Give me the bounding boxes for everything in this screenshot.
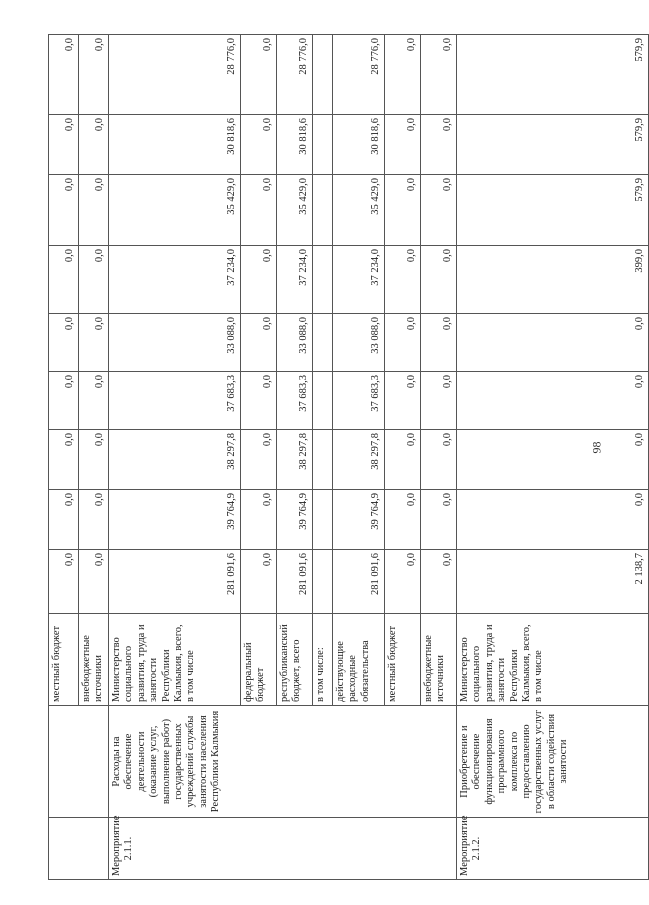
value-cell	[313, 246, 333, 314]
value-cell	[313, 314, 333, 372]
value-cell: 579,9	[457, 115, 649, 175]
value-cell: 0,0	[241, 175, 277, 246]
value-cell: 0,0	[385, 550, 421, 614]
value-cell: 0,0	[241, 115, 277, 175]
source-cell: федеральный бюджет	[241, 614, 277, 706]
table-row	[109, 35, 241, 880]
value-cell: 0,0	[385, 175, 421, 246]
value-cell: 30 818,6	[333, 115, 385, 175]
value-cell: 0,0	[457, 490, 649, 550]
value-cell: 28 776,0	[277, 35, 313, 115]
value-cell: 0,0	[49, 246, 79, 314]
table-row	[49, 35, 79, 880]
value-cell: 399,0	[457, 246, 649, 314]
value-cell: 37 683,3	[277, 372, 313, 430]
value-cell: 35 429,0	[333, 175, 385, 246]
value-cell: 0,0	[421, 115, 457, 175]
value-cell	[313, 115, 333, 175]
value-cell: 35 429,0	[277, 175, 313, 246]
value-cell	[313, 550, 333, 614]
value-cell: 0,0	[457, 314, 649, 372]
value-cell	[313, 430, 333, 490]
description-cell	[49, 706, 109, 818]
value-cell: 0,0	[385, 115, 421, 175]
value-cell: 0,0	[49, 490, 79, 550]
description-cell: Приобретение и обеспечение функционирования программного комплекса по предоставлению государственных услуг в области содействия занятости	[457, 706, 649, 818]
table-body	[49, 35, 649, 880]
source-cell: внебюджетные источники	[79, 614, 109, 706]
value-cell: 30 818,6	[277, 115, 313, 175]
value-cell: 0,0	[385, 314, 421, 372]
value-cell: 37 234,0	[277, 246, 313, 314]
value-cell: 579,9	[457, 35, 649, 115]
value-cell: 37 234,0	[333, 246, 385, 314]
value-cell: 0,0	[79, 175, 109, 246]
table-row	[457, 35, 649, 880]
value-cell: 28 776,0	[109, 35, 241, 115]
value-cell: 0,0	[421, 430, 457, 490]
source-cell: Министерство социального развития, труда и занятости Республики Калмыкия, всего, в том числе	[457, 614, 649, 706]
measure-cell: Мероприятие 2.1.1.	[109, 818, 457, 880]
value-cell: 0,0	[421, 35, 457, 115]
value-cell: 38 297,8	[333, 430, 385, 490]
value-cell: 0,0	[79, 314, 109, 372]
value-cell: 0,0	[49, 314, 79, 372]
value-cell: 0,0	[385, 372, 421, 430]
value-cell: 0,0	[421, 175, 457, 246]
value-cell: 0,0	[241, 246, 277, 314]
value-cell: 0,0	[241, 372, 277, 430]
value-cell: 0,0	[79, 550, 109, 614]
value-cell: 0,0	[49, 35, 79, 115]
source-cell: местный бюджет	[385, 614, 421, 706]
value-cell: 0,0	[421, 490, 457, 550]
value-cell: 33 088,0	[109, 314, 241, 372]
value-cell: 0,0	[457, 430, 649, 490]
value-cell: 281 091,6	[277, 550, 313, 614]
source-cell: действующие расходные обязательства	[333, 614, 385, 706]
description-cell: Расходы на обеспечение деятельности (оказание услуг, выполнение работ) государственных учреждений службы занятости населения Республики Калмыкия	[109, 706, 457, 818]
value-cell: 281 091,6	[333, 550, 385, 614]
value-cell: 0,0	[49, 372, 79, 430]
value-cell	[313, 175, 333, 246]
value-cell: 37 234,0	[109, 246, 241, 314]
value-cell: 0,0	[79, 372, 109, 430]
value-cell: 33 088,0	[277, 314, 313, 372]
value-cell	[313, 35, 333, 115]
value-cell	[313, 490, 333, 550]
value-cell: 0,0	[79, 115, 109, 175]
source-cell: внебюджетные источники	[421, 614, 457, 706]
value-cell: 39 764,9	[333, 490, 385, 550]
value-cell: 0,0	[385, 430, 421, 490]
value-cell: 0,0	[241, 490, 277, 550]
value-cell: 39 764,9	[277, 490, 313, 550]
page-number: 98	[589, 441, 604, 454]
value-cell: 0,0	[79, 490, 109, 550]
value-cell: 35 429,0	[109, 175, 241, 246]
source-cell: Министерство социального развития, труда и занятости Республики Калмыкия, всего, в том числе	[109, 614, 241, 706]
value-cell: 38 297,8	[277, 430, 313, 490]
value-cell: 0,0	[49, 115, 79, 175]
source-cell: республиканский бюджет, всего	[277, 614, 313, 706]
rotated-table-container	[48, 35, 648, 880]
value-cell: 39 764,9	[109, 490, 241, 550]
value-cell: 2 138,7	[457, 550, 649, 614]
value-cell: 0,0	[457, 372, 649, 430]
value-cell	[313, 372, 333, 430]
value-cell: 0,0	[421, 372, 457, 430]
value-cell: 579,9	[457, 175, 649, 246]
value-cell: 0,0	[49, 175, 79, 246]
source-cell: местный бюджет	[49, 614, 79, 706]
value-cell: 33 088,0	[333, 314, 385, 372]
value-cell: 0,0	[241, 550, 277, 614]
value-cell: 0,0	[79, 246, 109, 314]
value-cell: 0,0	[385, 246, 421, 314]
value-cell: 281 091,6	[109, 550, 241, 614]
value-cell: 0,0	[79, 430, 109, 490]
source-cell: в том числе:	[313, 614, 333, 706]
value-cell: 0,0	[241, 314, 277, 372]
measure-cell	[49, 818, 109, 880]
value-cell: 0,0	[241, 35, 277, 115]
value-cell: 30 818,6	[109, 115, 241, 175]
budget-table	[48, 34, 649, 880]
value-cell: 0,0	[241, 430, 277, 490]
value-cell: 0,0	[385, 490, 421, 550]
value-cell: 28 776,0	[333, 35, 385, 115]
value-cell: 37 683,3	[109, 372, 241, 430]
value-cell: 0,0	[385, 35, 421, 115]
value-cell: 0,0	[421, 246, 457, 314]
value-cell: 0,0	[49, 550, 79, 614]
value-cell: 0,0	[79, 35, 109, 115]
measure-cell: Мероприятие 2.1.2.	[457, 818, 649, 880]
value-cell: 0,0	[421, 314, 457, 372]
value-cell: 38 297,8	[109, 430, 241, 490]
value-cell: 0,0	[421, 550, 457, 614]
value-cell: 37 683,3	[333, 372, 385, 430]
value-cell: 0,0	[49, 430, 79, 490]
